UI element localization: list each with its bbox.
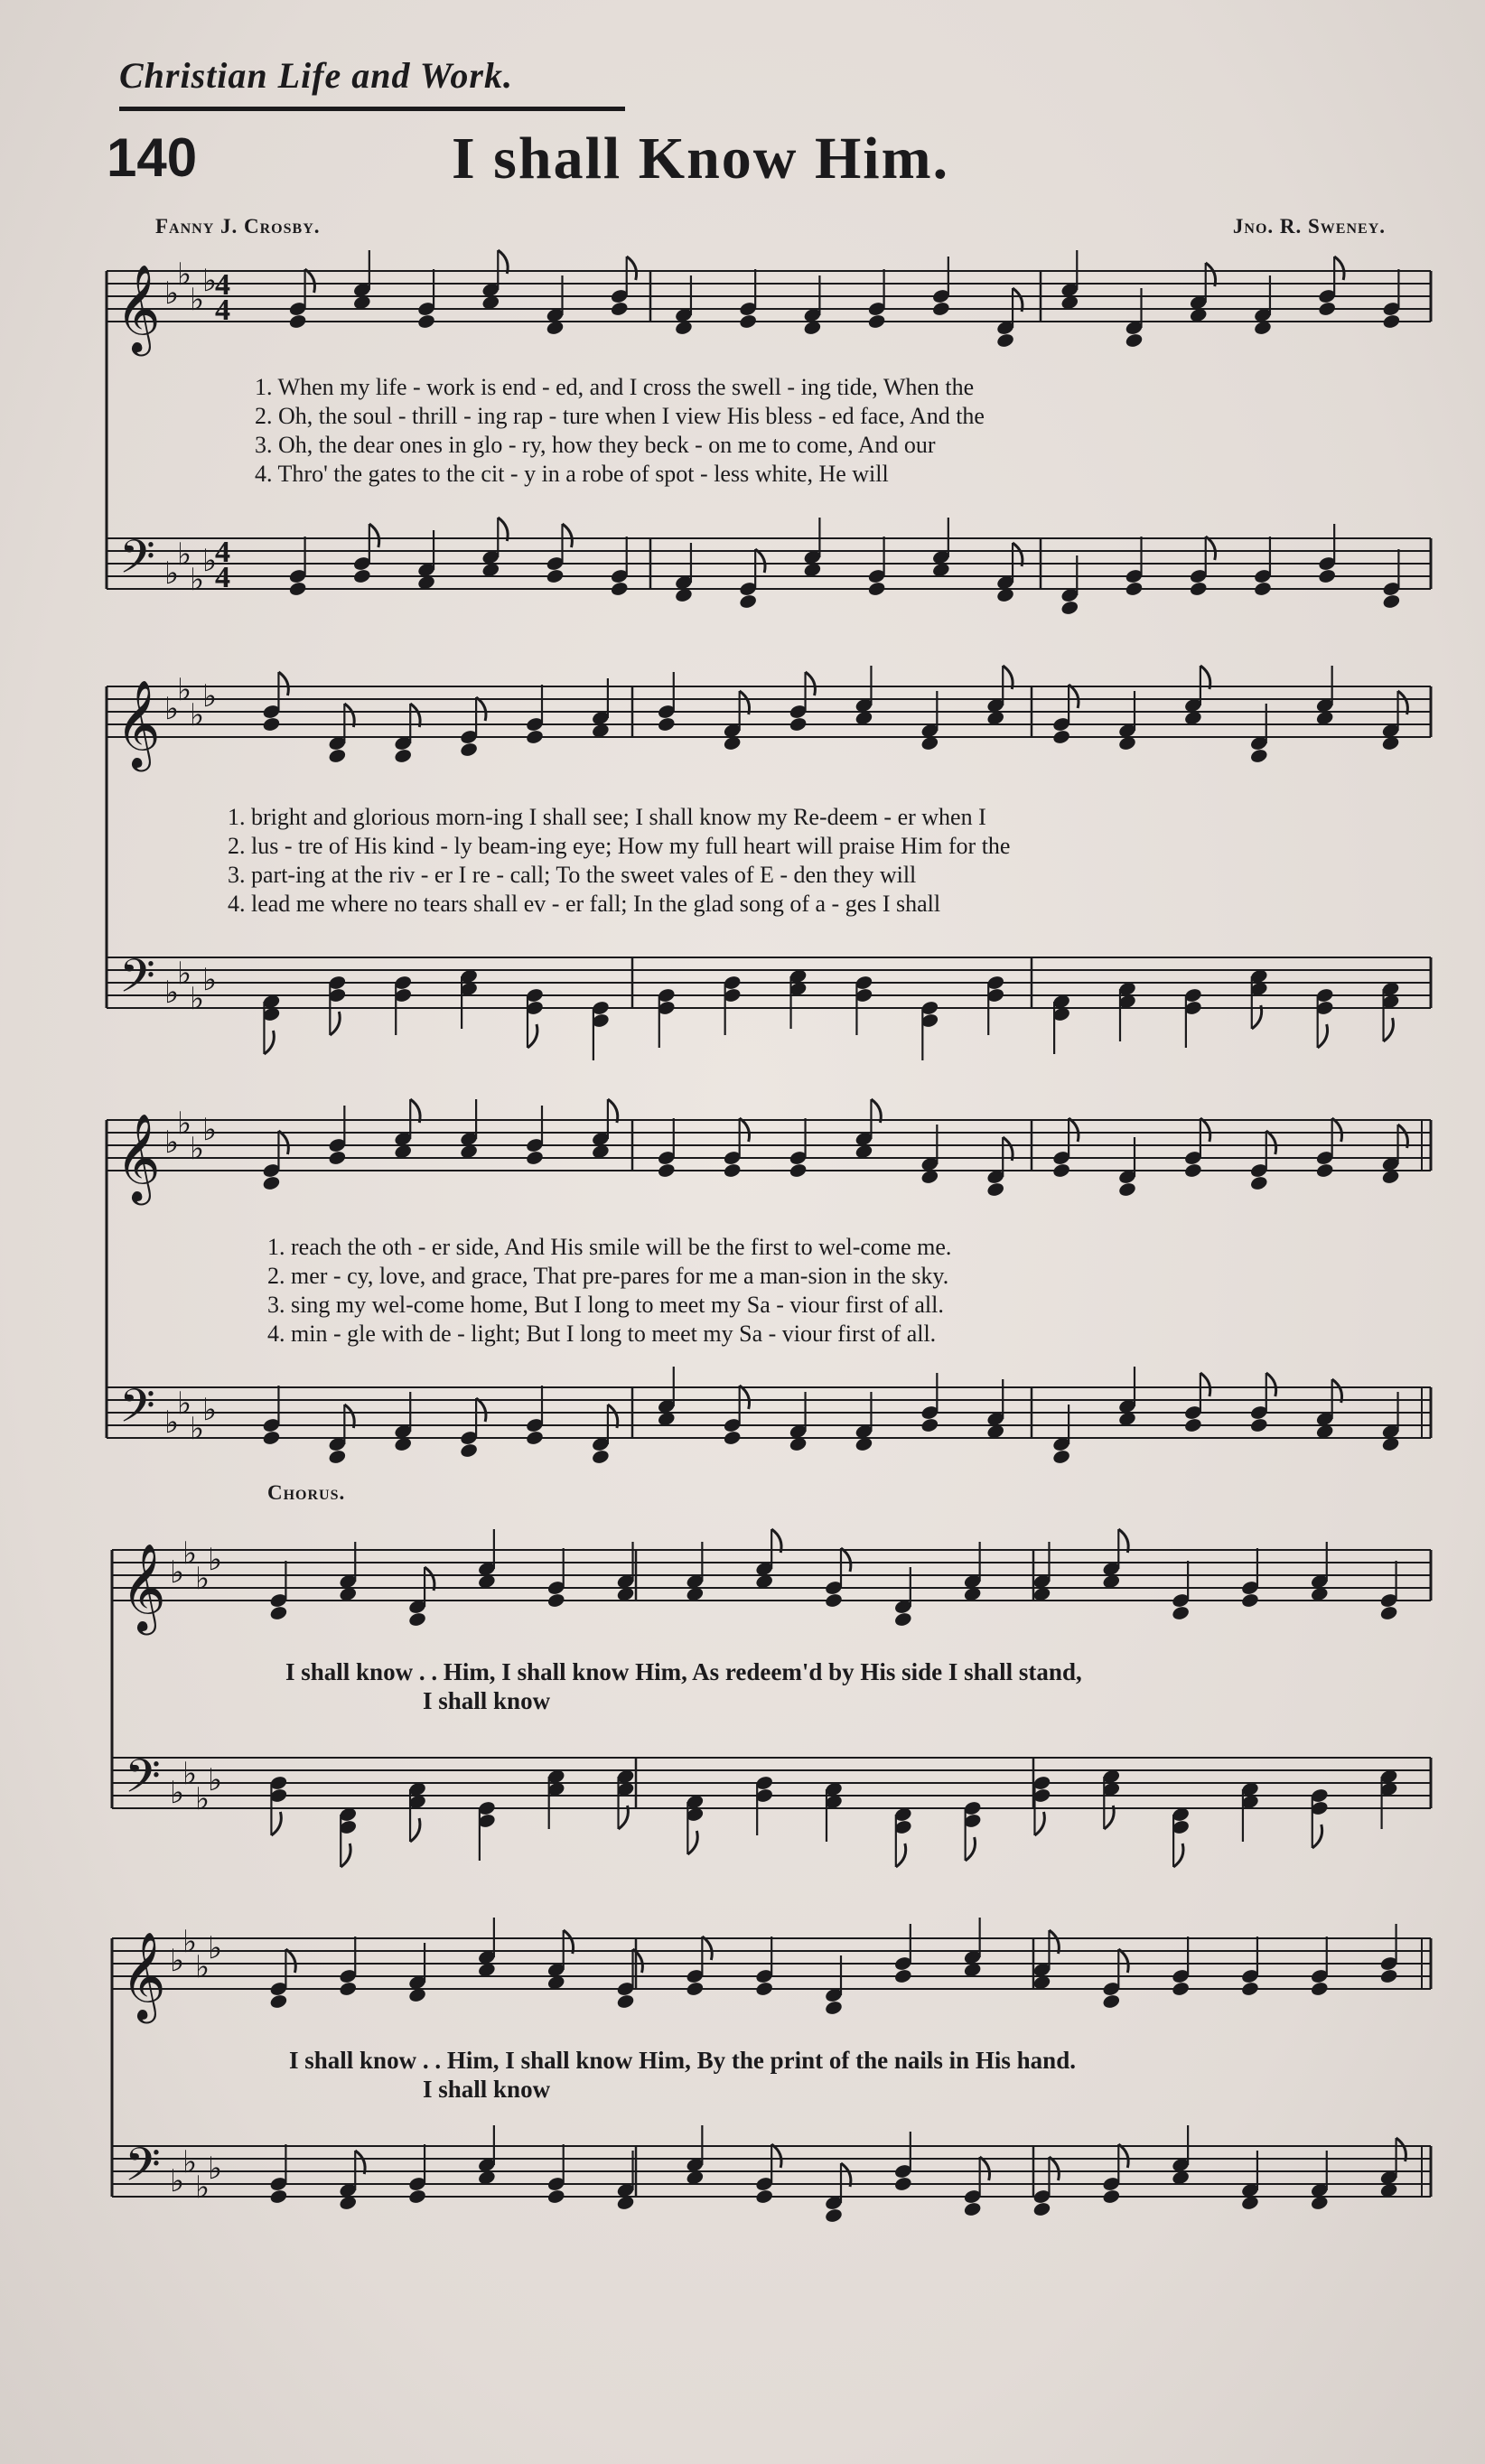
note-flag [702,1937,712,1960]
note-head [1240,1592,1259,1609]
treble-clef-icon: 𝄞 [116,264,161,352]
note-head [1317,568,1336,584]
flat-icon: ♭ [177,956,192,992]
note-head [1171,1605,1190,1621]
time-signature-bottom: 4 [215,561,230,594]
hymn-number: 140 [107,127,198,188]
flat-icon: ♭ [202,1392,218,1428]
treble-clef-icon: 𝄞 [116,679,161,768]
note-flag [1332,1118,1342,1142]
verse-4-line-1: 4. Thro' the gates to the cit - y in a robe of spot - less white, He will [255,461,889,487]
verse-3-line-3: 3. sing my wel-come home, But I long to meet my Sa - viour first of all. [267,1292,944,1318]
flat-icon: ♭ [195,1561,210,1597]
note-flag [285,1949,295,1973]
note-head [591,1449,610,1465]
chorus-line-1: I shall know . . Him, I shall know Him, As redeem'd by His side I shall stand, [285,1658,1082,1685]
note-head [723,1430,742,1446]
note-head [1249,1175,1268,1191]
note-head [824,2207,843,2224]
flat-icon: ♭ [190,282,205,318]
note-flag [278,1131,288,1154]
note-head [1102,2189,1121,2205]
note-head [824,2000,843,2016]
note-flag [264,1031,274,1054]
note-flag [1266,1131,1276,1154]
note-flag [341,1843,350,1867]
treble-clef-icon: 𝄞 [116,1113,161,1201]
note-head [1249,1417,1268,1433]
note-head [269,2189,288,2205]
note-head [657,716,676,733]
note-head [1253,581,1272,597]
note-head [789,716,808,733]
flat-icon: ♭ [182,1924,198,1960]
note-head [525,1430,544,1446]
section-heading: Christian Life and Work. [119,55,513,96]
note-head [1051,729,1070,745]
note-head [893,1968,912,1984]
note-head [1032,2201,1051,2217]
note-head [394,748,413,764]
note-flag [1384,1018,1394,1041]
flat-icon: ♭ [177,672,192,708]
note-head [1379,1605,1398,1621]
note-flag [806,672,816,695]
note-flag [563,524,573,547]
note-flag [271,1812,281,1835]
note-head [328,1150,347,1166]
note-head [616,1993,635,2010]
verse-3-line-1: 3. Oh, the dear ones in glo - ry, how they beck - on me to come, And our [255,432,936,458]
flat-icon: ♭ [202,678,218,714]
flat-icon: ♭ [164,691,180,727]
note-flag [980,2157,990,2180]
note-head [686,1981,705,1997]
note-head [824,1592,843,1609]
note-head [610,301,629,317]
note-flag [740,1386,750,1409]
note-head [352,568,371,584]
flat-icon: ♭ [190,981,205,1017]
note-head [1183,1417,1202,1433]
note-head [1382,313,1401,330]
note-head [1310,1981,1329,1997]
note-flag [369,524,379,547]
note-flag [771,2144,781,2168]
lyricist-credit: Fanny J. Crosby. [155,215,321,238]
flat-icon: ♭ [202,543,218,579]
flat-icon: ♭ [164,975,180,1011]
note-head [269,1993,288,2010]
flat-icon: ♭ [202,263,218,299]
flat-icon: ♭ [177,257,192,293]
note-head [1051,1449,1070,1465]
verse-3-line-2: 3. part-ing at the riv - er I re - call; To the sweet vales of E - den they will [228,862,917,888]
verse-2-line-3: 2. mer - cy, love, and grace, That pre-pares for me a man-sion in the sky. [267,1263,949,1289]
note-flag [278,672,288,695]
time-signature-bottom: 4 [215,294,230,327]
time-signature-top: 4 [215,536,230,569]
note-head [525,1150,544,1166]
flat-icon: ♭ [182,1756,198,1792]
verse-4-line-2: 4. lead me where no tears shall ev - er fall; In the glad song of a - ges I shall [228,891,941,917]
chorus-line-2: I shall know . . Him, I shall know Him, By the print of the nails in His hand. [289,2047,1076,2074]
flat-icon: ♭ [195,1781,210,1817]
note-head [546,2189,565,2205]
note-flag [1118,2144,1128,2168]
flat-icon: ♭ [190,562,205,598]
flat-icon: ♭ [182,2144,198,2180]
flat-icon: ♭ [182,1535,198,1572]
note-head [407,2189,426,2205]
verse-2-line-1: 2. Oh, the soul - thrill - ing rap - ture when I view His bless - ed face, And the [255,403,985,429]
note-head [789,1162,808,1179]
flat-icon: ♭ [164,555,180,592]
treble-clef-icon: 𝄞 [121,1931,166,2020]
note-flag [687,1831,697,1854]
note-head [754,2189,773,2205]
verse-1-line-2: 1. bright and glorious morn-ing I shall see; I shall know my Re-deem - er when I [228,804,986,830]
note-flag [1318,1024,1328,1048]
note-flag [1069,685,1079,708]
note-flag [966,1837,976,1861]
note-flag [627,257,637,280]
note-head [931,301,950,317]
flat-icon: ♭ [170,1775,185,1811]
note-head [416,313,435,330]
flat-icon: ♭ [202,1112,218,1148]
note-head [1060,600,1079,616]
bass-clef-icon: 𝄢 [119,1378,155,1444]
flat-icon: ♭ [190,697,205,733]
note-head [1183,1162,1202,1179]
note-head [407,1611,426,1628]
note-flag [1049,2157,1059,2180]
note-head [1125,581,1144,597]
note-flag [1266,1373,1276,1396]
note-head [1125,332,1144,349]
note-head [1102,1993,1121,2010]
note-head [328,1449,347,1465]
note-head [1315,1162,1334,1179]
note-head [867,313,886,330]
note-flag [1034,1812,1044,1835]
note-flag [633,1949,643,1973]
note-flag [476,697,486,721]
flat-icon: ♭ [164,1125,180,1161]
verse-1-line-3: 1. reach the oth - er side, And His smile will be the first to wel-come me. [267,1234,952,1260]
flat-icon: ♭ [190,1411,205,1447]
flat-icon: ♭ [195,1949,210,1985]
flat-icon: ♭ [177,1386,192,1422]
note-flag [755,549,765,573]
note-head [459,742,478,758]
note-flag [1200,1373,1210,1396]
note-flag [1173,1843,1183,1867]
note-head [288,581,307,597]
note-head [1317,301,1336,317]
note-head [459,1442,478,1459]
note-flag [1334,257,1344,280]
chorus-line-1-echo: I shall know [423,1687,551,1714]
note-head [657,1162,676,1179]
note-flag [1118,1949,1128,1973]
note-head [1249,748,1268,764]
note-head [1379,1968,1398,1984]
note-head [1240,1981,1259,1997]
note-flag [528,1024,537,1048]
flat-icon: ♭ [164,1405,180,1441]
flat-icon: ♭ [195,2170,210,2206]
flat-icon: ♭ [202,962,218,998]
flat-icon: ♭ [177,537,192,573]
note-head [546,1592,565,1609]
note-flag [896,1843,906,1867]
flat-icon: ♭ [177,1106,192,1142]
note-head [262,716,281,733]
flat-icon: ♭ [208,2151,223,2187]
chorus-line-2-echo: I shall know [423,2076,551,2103]
note-head [288,313,307,330]
flat-icon: ♭ [208,1930,223,1966]
note-head [893,2176,912,2192]
note-head [610,581,629,597]
note-flag [1200,1118,1210,1142]
note-head [269,1605,288,1621]
verse-1-line-1: 1. When my life - work is end - ed, and I cross the swell - ing tide, When the [255,374,975,400]
note-head [738,593,757,610]
bass-clef-icon: 𝄢 [125,2137,161,2203]
note-flag [476,1398,486,1422]
note-head [339,1981,358,1997]
flat-icon: ♭ [170,1554,185,1591]
treble-clef-icon: 𝄞 [121,1543,166,1631]
flat-icon: ♭ [170,1943,185,1979]
note-head [995,332,1014,349]
time-signature-top: 4 [215,268,230,302]
note-flag [330,1012,340,1035]
note-flag [1069,1118,1079,1142]
note-head [262,1430,281,1446]
bass-clef-icon: 𝄢 [119,948,155,1014]
note-flag [841,1548,851,1572]
note-head [1382,593,1401,610]
note-head [525,729,544,745]
bass-clef-icon: 𝄢 [119,529,155,595]
note-head [893,1611,912,1628]
note-head [986,1181,1005,1198]
note-head [262,1175,281,1191]
note-head [920,1417,939,1433]
flat-icon: ♭ [164,275,180,312]
note-flag [740,1118,750,1142]
composer-credit: Jno. R. Sweney. [1232,215,1386,238]
chorus-label: Chorus. [267,1481,346,1504]
note-flag [410,1818,420,1842]
note-head [723,1162,742,1179]
note-flag [305,269,315,293]
note-head [1051,1162,1070,1179]
note-head [963,2201,982,2217]
note-flag [1312,1825,1322,1848]
verse-2-line-2: 2. lus - tre of His kind - ly beam-ing eye; How my full heart will praise Him for the [228,833,1011,859]
note-head [328,748,347,764]
note-head [867,581,886,597]
note-head [754,1981,773,1997]
flat-icon: ♭ [208,1542,223,1578]
note-flag [1206,537,1216,560]
note-head [738,313,757,330]
flat-icon: ♭ [170,2163,185,2199]
verse-4-line-3: 4. min - gle with de - light; But I long to meet my Sa - viour first of all. [267,1321,937,1347]
hymn-title: I shall Know Him. [452,126,950,191]
flat-icon: ♭ [190,1131,205,1167]
note-head [1171,1981,1190,1997]
note-head [1189,581,1208,597]
note-head [546,568,565,584]
bass-clef-icon: 𝄢 [125,1749,161,1815]
flat-icon: ♭ [208,1762,223,1798]
note-head [1117,1181,1136,1198]
